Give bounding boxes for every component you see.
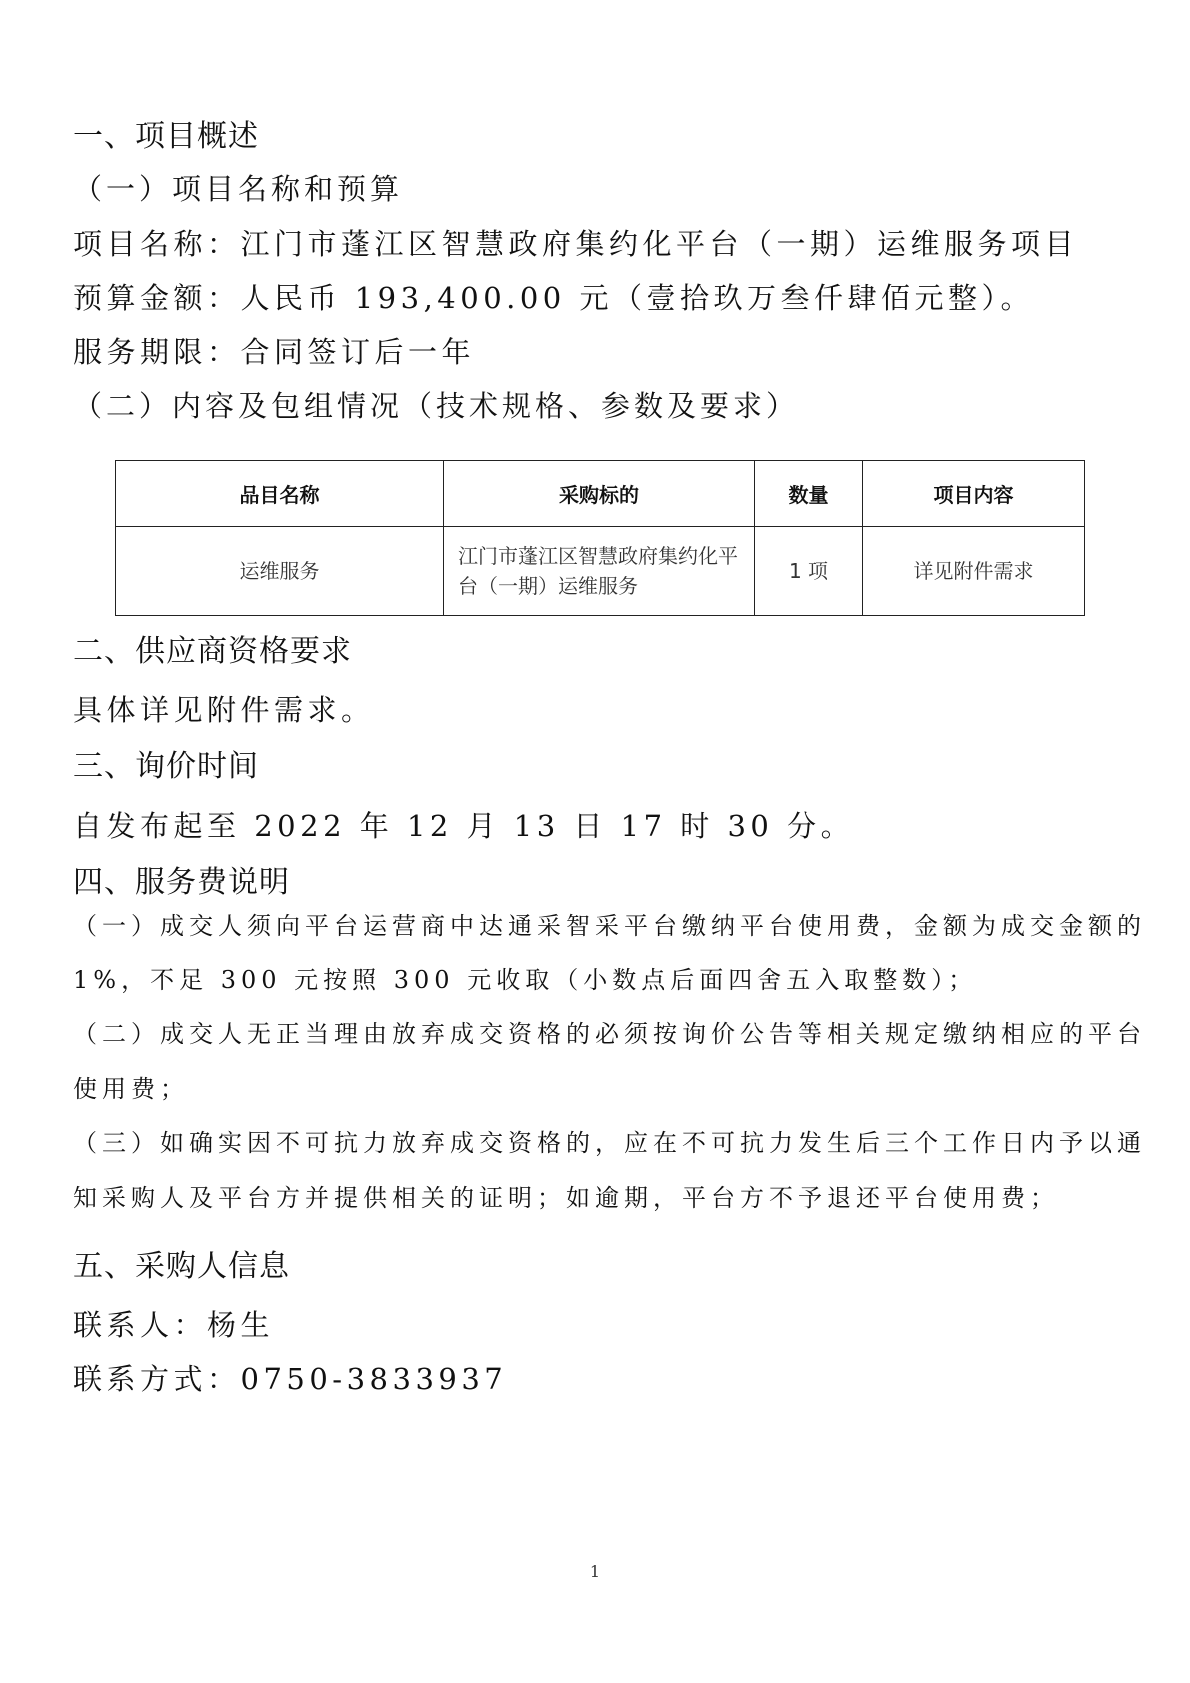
fee-para-3-line-1: （三）如确实因不可抗力放弃成交资格的，应在不可抗力发生后三个工作日内予以通 (73, 1129, 1146, 1157)
buyer-phone-line: 联系方式：0750-3833937 (73, 1362, 508, 1396)
qualification-text: 具体详见附件需求。 (73, 693, 375, 727)
requirements-table (115, 460, 1085, 616)
fee-para-1-line-1: （一）成交人须向平台运营商中达通采智采平台缴纳平台使用费，金额为成交金额的 (73, 912, 1146, 940)
cell-target: 江门市蓬江区智慧政府集约化平台（一期）运维服务 (444, 527, 755, 616)
project-name-line: 项目名称：江门市蓬江区智慧政府集约化平台（一期）运维服务项目 (73, 227, 1079, 261)
col-header-item: 品目名称 (116, 461, 444, 527)
section-heading-qualification: 二、供应商资格要求 (73, 634, 352, 669)
buyer-contact-line: 联系人：杨生 (73, 1308, 275, 1342)
inquiry-time-text: 自发布起至 2022 年 12 月 13 日 17 时 30 分。 (73, 809, 855, 843)
table-row (116, 527, 1085, 616)
subheading-name-budget: （一）项目名称和预算 (73, 172, 404, 206)
fee-para-1-line-2: 1%，不足 300 元按照 300 元收取（小数点后面四舍五入取整数）； (73, 966, 978, 994)
col-header-qty: 数量 (755, 461, 863, 527)
subheading-content-package: （二）内容及包组情况（技术规格、参数及要求） (73, 389, 800, 423)
budget-line: 预算金额：人民币 193,400.00 元（壹拾玖万叁仟肆佰元整）。 (73, 281, 1034, 315)
table-header-row (116, 461, 1085, 527)
section-heading-service-fee: 四、服务费说明 (73, 865, 290, 900)
fee-para-2-line-1: （二）成交人无正当理由放弃成交资格的必须按询价公告等相关规定缴纳相应的平台 (73, 1020, 1146, 1048)
col-header-content: 项目内容 (863, 461, 1085, 527)
service-term-line: 服务期限：合同签订后一年 (73, 335, 476, 369)
page-number: 1 (589, 1562, 601, 1581)
section-heading-buyer-info: 五、采购人信息 (73, 1249, 290, 1284)
section-heading-overview: 一、项目概述 (73, 119, 259, 154)
section-heading-inquiry-time: 三、询价时间 (73, 749, 259, 784)
cell-content: 详见附件需求 (863, 527, 1085, 616)
cell-qty: 1 项 (755, 527, 863, 616)
fee-para-3-line-2: 知采购人及平台方并提供相关的证明；如逾期，平台方不予退还平台使用费； (73, 1184, 1059, 1212)
fee-para-2-line-2: 使用费； (73, 1075, 189, 1103)
col-header-target: 采购标的 (444, 461, 755, 527)
cell-item: 运维服务 (116, 527, 444, 616)
